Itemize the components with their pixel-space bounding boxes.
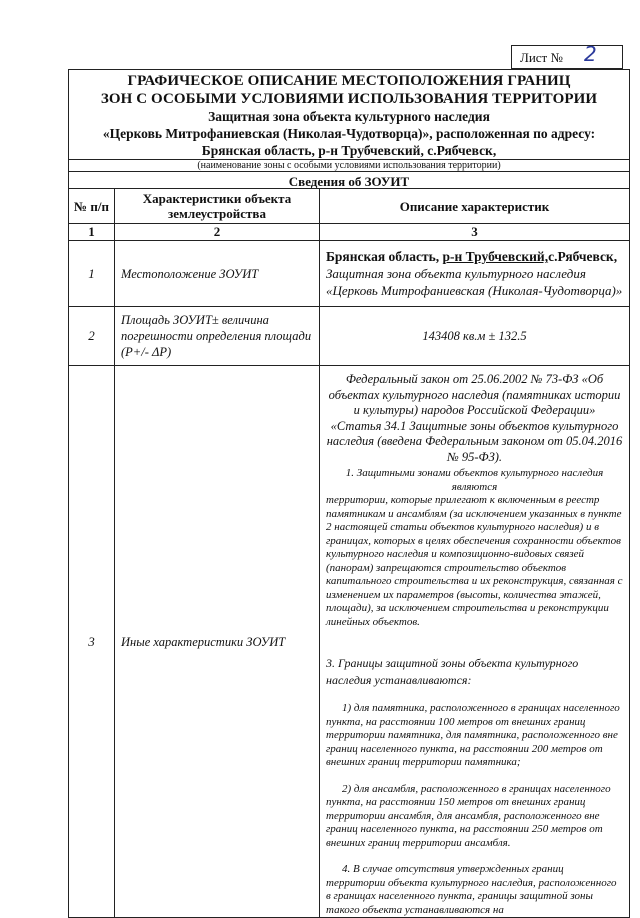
article-reference: «Статья 34.1 Защитные зоны объектов культурного наследия (введена Федеральным законом от 05.04.2016 № 95-ФЗ). xyxy=(326,418,623,464)
law-reference: Федеральный закон от 25.06.2002 № 73-ФЗ «Об объектах культурного наследия (памятниках истории и культуры) народов Российской Федерации» xyxy=(328,372,621,417)
title-line-2: ЗОН С ОСОБЫМИ УСЛОВИЯМИ ИСПОЛЬЗОВАНИЯ ТЕРРИТОРИИ xyxy=(100,91,598,107)
paragraph-3-1: 1) для памятника, расположенного в границах населенного пункта, на расстоянии 100 метров от внешних границ территории памятника, для памятника, расположенного вне границ населенного пункта, на расстоянии 200 метров от внешних границ территории памятника; xyxy=(326,702,620,768)
section-divider xyxy=(68,171,630,172)
table-header-row xyxy=(69,189,630,224)
row-description xyxy=(320,366,630,918)
index-2: 2 xyxy=(115,224,320,241)
sheet-number: 2 xyxy=(584,42,597,66)
area-value: 143408 кв.м ± 132.5 xyxy=(320,307,630,366)
row-number: 3 xyxy=(69,366,115,918)
zone-caption: (наименование зоны с особыми условиями использования территории) xyxy=(197,160,501,171)
table-row xyxy=(69,241,630,307)
row-number: 2 xyxy=(69,307,115,366)
region-text: Брянская область, xyxy=(326,249,443,264)
header-description: Описание характеристик xyxy=(320,189,630,224)
zone-line-3: Брянская область, р-н Трубчевский, с.Рябчевск, xyxy=(201,143,497,158)
paragraph-3: 3. Границы защитной зоны объекта культурного наследия устанавливаются: xyxy=(326,656,579,687)
table-row xyxy=(69,366,630,918)
district-text: р-н Трубчевский, xyxy=(442,249,549,264)
row-number: 1 xyxy=(69,241,115,307)
title-line-1: ГРАФИЧЕСКОЕ ОПИСАНИЕ МЕСТОПОЛОЖЕНИЯ ГРАНИЦ xyxy=(127,73,571,89)
caption-underline xyxy=(68,159,630,160)
paragraph-4: 4. В случае отсутствия утвержденных границ территории объекта культурного наследия, расположенного в границах населенного пункта, границы защитной зоны такого объекта устанавливаются на xyxy=(326,863,617,916)
index-1: 1 xyxy=(69,224,115,241)
row-label: Местоположение ЗОУИТ xyxy=(115,241,320,307)
index-3: 3 xyxy=(320,224,630,241)
table-row xyxy=(69,307,630,366)
document-header xyxy=(68,72,630,172)
sheet-label: Лист № xyxy=(520,50,563,65)
header-characteristic: Характеристики объекта землеустройства xyxy=(115,189,320,224)
zone-line-1: Защитная зона объекта культурного наследия xyxy=(208,109,490,124)
header-num: № п/п xyxy=(69,189,115,224)
row-description xyxy=(320,241,630,307)
village-text: с.Рябчевск, xyxy=(548,249,618,264)
zone-name-text: Защитная зона объекта культурного наследия «Церковь Митрофаниевская (Николая-Чудотворца)» xyxy=(326,266,623,298)
paragraph-1-head: 1. Защитными зонами объектов культурного наследия являются xyxy=(345,467,604,493)
paragraph-1: территории, которые прилегают к включенным в реестр памятникам и ансамблям (за исключением указанных в пункте 2 настоящей статьи объектов культурного наследия) и в границах, которых в целях обеспечения сохранности объектов культурного наследия и композиционно-видовых связей (панорам) запрещаются строительство объектов капитального строительства и их реконструкция, связанная с изменением их параметров (высоты, количества этажей, площади), за исключением строительства и реконструкции линейных объектов. xyxy=(326,494,623,628)
paragraph-3-2: 2) для ансамбля, расположенного в границах населенного пункта, на расстоянии 150 метров от внешних границ территории ансамбля, для ансамбля, расположенного вне границ населенного пункта, на расстоянии 250 метров от внешних границ территории ансамбля. xyxy=(326,782,611,849)
sheet-number-box xyxy=(511,42,623,69)
row-label: Иные характеристики ЗОУИТ xyxy=(115,366,320,918)
table-index-row xyxy=(69,224,630,241)
row-label: Площадь ЗОУИТ± величина погрешности определения площади (P+/- ΔP) xyxy=(115,307,320,366)
zone-line-2: «Церковь Митрофаниевская (Николая-Чудотворца)», расположенная по адресу: xyxy=(102,126,596,141)
section-title: Сведения об ЗОУИТ xyxy=(288,174,410,189)
zouit-table xyxy=(68,188,630,918)
